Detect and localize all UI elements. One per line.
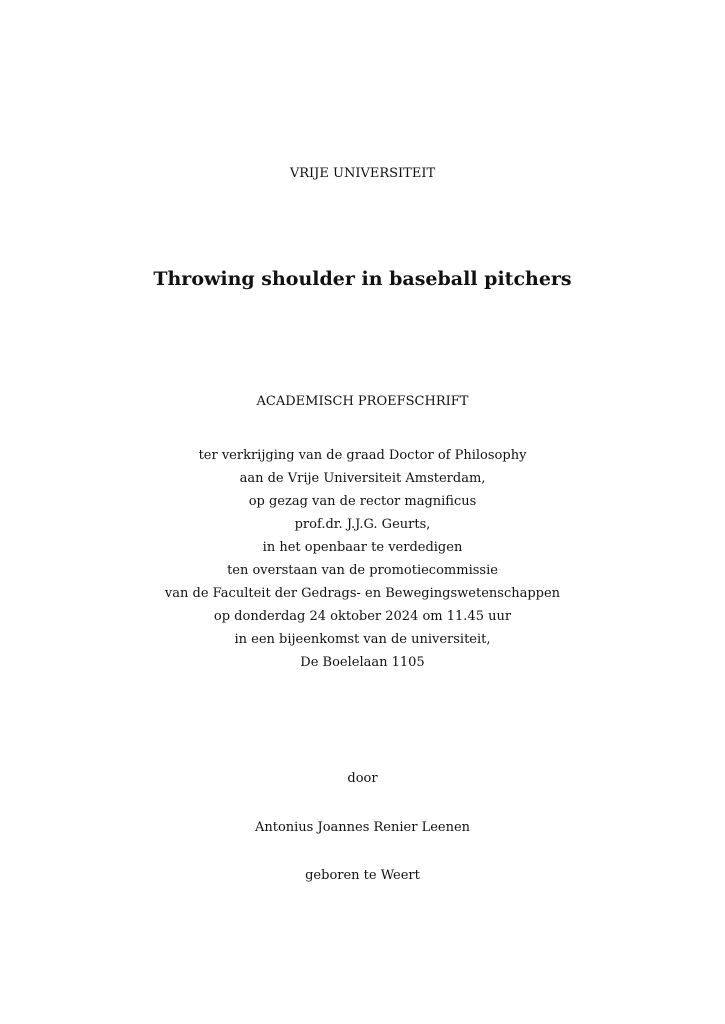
thesis-title: Throwing shoulder in baseball pitchers: [153, 268, 572, 290]
by-label: door: [347, 771, 378, 786]
birthplace: geboren te Weert: [305, 868, 420, 883]
description-line: De Boelelaan 1105: [300, 655, 425, 670]
description-line: in het openbaar te verdedigen: [262, 540, 463, 555]
description-line: in een bijeenkomst van de universiteit,: [234, 632, 491, 647]
thesis-type: ACADEMISCH PROEFSCHRIFT: [256, 394, 469, 409]
description-line: ten overstaan van de promotiecommissie: [227, 563, 498, 578]
description-line: van de Faculteit der Gedrags- en Bewegingswetenschappen: [164, 586, 561, 601]
description-line: aan de Vrije Universiteit Amsterdam,: [239, 471, 486, 486]
description-line: op donderdag 24 oktober 2024 om 11.45 uur: [213, 609, 512, 624]
university-name: VRIJE UNIVERSITEIT: [289, 166, 436, 181]
defense-description: [0, 444, 725, 674]
description-line: op gezag van de rector magnificus: [248, 494, 477, 509]
author-name: Antonius Joannes Renier Leenen: [254, 820, 471, 835]
description-line: prof.dr. J.J.G. Geurts,: [294, 517, 431, 532]
description-line: ter verkrijging van de graad Doctor of Philosophy: [198, 448, 527, 463]
